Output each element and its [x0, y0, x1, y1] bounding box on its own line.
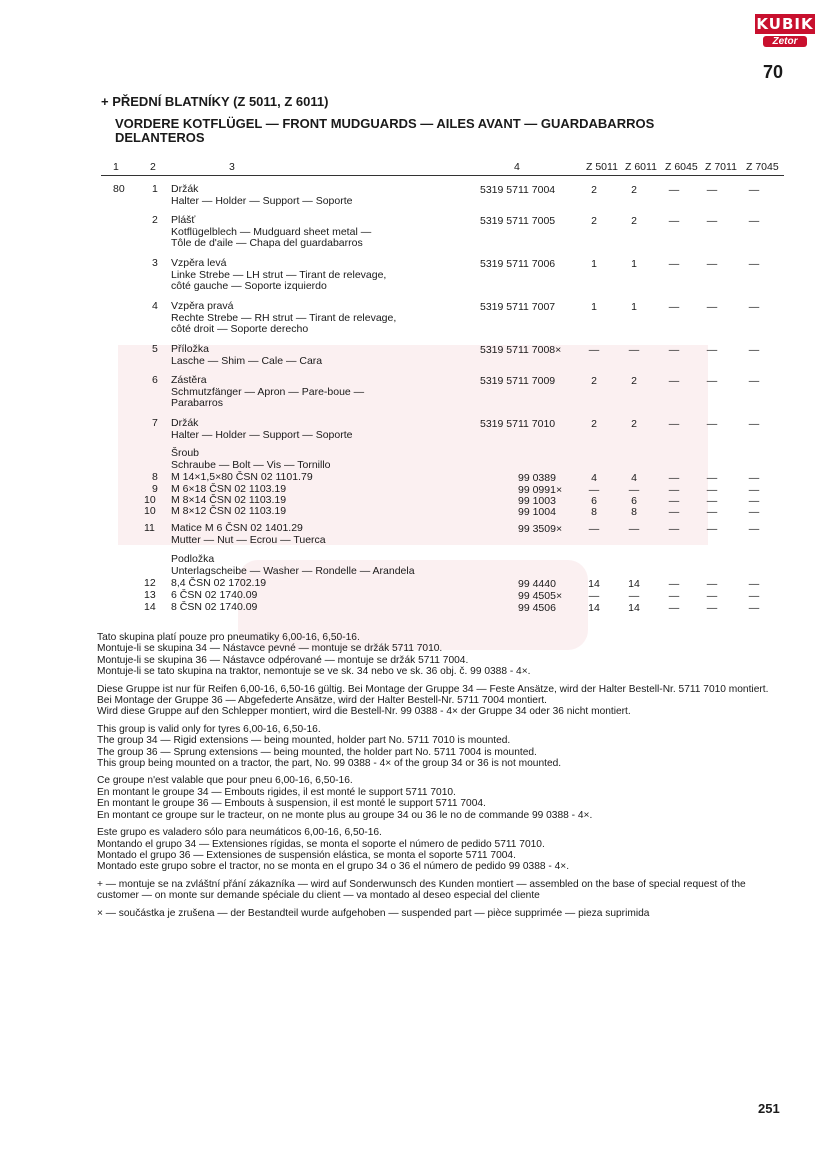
description-line: Halter — Holder — Support — Soporte — [171, 428, 353, 441]
page-subtitle: VORDERE KOTFLÜGEL — FRONT MUDGUARDS — AILES AVANT — GUARDABARROS DELANTEROS — [115, 116, 655, 145]
note-paragraph — [97, 775, 787, 821]
description-line: Zástěra — [171, 374, 207, 386]
quantity-cell: — — [748, 495, 760, 507]
quantity-cell: 2 — [631, 215, 637, 227]
quantity-cell: 1 — [631, 301, 637, 313]
quantity-cell: — — [706, 590, 718, 602]
quantity-cell: — — [748, 258, 760, 270]
quantity-cell: — — [748, 602, 760, 614]
note-line: × — součástka je zrušena — der Bestandteil wurde aufgehoben — suspended part — pièce supprimée — pieza suprimida — [97, 907, 650, 919]
notes-section — [97, 632, 787, 925]
quantity-cell: 8 — [631, 506, 637, 518]
quantity-cell: — — [628, 590, 640, 602]
quantity-cell: 14 — [628, 578, 640, 590]
quantity-cell: — — [706, 258, 718, 270]
position-number: 4 — [152, 300, 158, 312]
quantity-cell: — — [668, 495, 680, 507]
description-line: M 14×1,5×80 ČSN 02 1101.79 — [171, 471, 313, 483]
description-line: Vzpěra pravá — [171, 300, 234, 312]
quantity-cell: — — [748, 375, 760, 387]
quantity-cell: 14 — [628, 602, 640, 614]
note-paragraph — [97, 632, 787, 678]
description-line: Tôle de d'aile — Chapa del guardabarros — [171, 237, 363, 249]
quantity-cell: — — [668, 472, 680, 484]
note-line: Diese Gruppe ist nur für Reifen 6,00-16, 6,50-16 gültig. Bei Montage der Gruppe 34 — Feste Ansätze, wird der Halter Bestell-Nr. 5711 7010 montiert. — [97, 683, 769, 695]
quantity-cell: — — [706, 184, 718, 196]
note-line: Montado el grupo 36 — Extensiones de suspensión elástica, se monta el soporte 5711 7004. — [97, 849, 516, 861]
description-line: Matice M 6 ČSN 02 1401.29 — [171, 522, 303, 534]
quantity-cell: 2 — [631, 375, 637, 387]
quantity-cell: 1 — [591, 258, 597, 270]
description-line: Linke Strebe — LH strut — Tirant de relevage, — [171, 268, 387, 281]
quantity-cell: 8 — [591, 506, 597, 518]
quantity-cell: — — [668, 578, 680, 590]
quantity-cell: — — [628, 484, 640, 496]
note-line: En montant le groupe 36 — Embouts à suspension, il est monté le support 5711 7004. — [97, 798, 486, 810]
note-line: En montant le groupe 34 — Embouts rigides, il est monté le support 5711 7010. — [97, 786, 456, 798]
quantity-cell: — — [588, 484, 600, 496]
description-line: Šroub — [171, 447, 200, 459]
quantity-cell: 14 — [588, 602, 600, 614]
quantity-cell: — — [748, 215, 760, 227]
quantity-cell: 14 — [588, 578, 600, 590]
description-line: 6 ČSN 02 1740.09 — [171, 589, 258, 601]
note-line: Tato skupina platí pouze pro pneumatiky 6,00-16, 6,50-16. — [97, 632, 360, 643]
note-paragraph — [97, 724, 787, 770]
note-line: Este grupo es valadero sólo para neumáticos 6,00-16, 6,50-16. — [97, 827, 382, 839]
quantity-cell: — — [588, 344, 600, 356]
description-line: Podložka — [171, 553, 215, 565]
part-number: 99 0991× — [518, 484, 563, 496]
description-line: M 8×14 ČSN 02 1103.19 — [171, 494, 287, 506]
position-number: 10 — [144, 494, 156, 506]
note-line: The group 36 — Sprung extensions — being mounted, the holder part No. 5711 7004 is mounted. — [97, 746, 537, 758]
description-line: Držák — [171, 417, 199, 429]
part-number: 5319 5711 7004 — [480, 184, 556, 196]
note-line: Wird diese Gruppe auf den Schlepper montiert, wird die Bestell-Nr. 99 0388 - 4× der Gruppe 34 oder 36 nicht montiert. — [97, 706, 631, 718]
quantity-cell: — — [706, 484, 718, 496]
quantity-cell: — — [668, 301, 680, 313]
note-paragraph — [97, 684, 787, 718]
position-number: 3 — [152, 257, 158, 269]
quantity-cell: 2 — [591, 418, 597, 430]
logo-sub: Zetor — [763, 36, 807, 47]
quantity-cell: — — [668, 184, 680, 196]
quantity-cell: 6 — [591, 495, 597, 507]
col-header: 1 — [113, 161, 119, 173]
col-header: Z 6011 — [625, 161, 657, 173]
quantity-cell: — — [706, 578, 718, 590]
position-number: 14 — [144, 601, 156, 613]
quantity-cell: — — [748, 523, 760, 535]
part-number: 5319 5711 7005 — [480, 215, 556, 227]
quantity-cell: 2 — [631, 184, 637, 196]
part-number: 99 4505× — [518, 590, 563, 602]
header-divider — [101, 175, 784, 176]
col-header: Z 7011 — [705, 161, 737, 173]
quantity-cell: — — [748, 590, 760, 602]
logo-brand: KUBIK — [756, 15, 814, 33]
page-title: + PŘEDNÍ BLATNÍKY (Z 5011, Z 6011) — [101, 94, 329, 109]
part-number: 5319 5711 7007 — [480, 301, 556, 313]
page-number: 251 — [758, 1101, 780, 1116]
quantity-cell: — — [668, 375, 680, 387]
part-number: 5319 5711 7008× — [480, 344, 562, 356]
quantity-cell: — — [706, 472, 718, 484]
description-line: M 8×12 ČSN 02 1103.19 — [171, 505, 287, 517]
col-header: Z 6045 — [665, 161, 698, 173]
col-header: 3 — [229, 161, 235, 173]
quantity-cell: 2 — [591, 184, 597, 196]
quantity-cell: — — [668, 506, 680, 518]
description-line: côté droit — Soporte derecho — [171, 323, 309, 335]
quantity-cell: — — [668, 523, 680, 535]
position-number: 6 — [152, 374, 158, 386]
part-number: 5319 5711 7006 — [480, 258, 556, 270]
position-number: 5 — [152, 343, 158, 355]
position-number: 1 — [152, 183, 158, 195]
quantity-cell: 6 — [631, 495, 637, 507]
description-line: Rechte Strebe — RH strut — Tirant de relevage, — [171, 311, 397, 324]
description-line: Držák — [171, 183, 199, 195]
quantity-cell: — — [706, 418, 718, 430]
quantity-cell: — — [706, 301, 718, 313]
quantity-cell: — — [668, 215, 680, 227]
quantity-cell: — — [628, 523, 640, 535]
description-line: Schmutzfänger — Apron — Pare-boue — — [171, 385, 365, 398]
note-line: The group 34 — Rigid extensions — being mounted, holder part No. 5711 7010 is mounted. — [97, 735, 511, 747]
note-line: This group being mounted on a tractor, the part, No. 99 0388 - 4× of the group 34 or 36 is not mounted. — [97, 758, 562, 770]
quantity-cell: — — [668, 484, 680, 496]
note-line: Montado este grupo sobre el tractor, no se monta en el grupo 34 o 36 el número de pedido 99 0388 - 4×. — [97, 861, 570, 873]
quantity-cell: — — [588, 523, 600, 535]
position-number: 7 — [152, 417, 158, 429]
description-line: Plášť — [171, 214, 196, 226]
description-line: Schraube — Bolt — Vis — Tornillo — [171, 458, 331, 471]
part-number: 99 4440 — [518, 578, 556, 590]
quantity-cell: — — [706, 215, 718, 227]
description-line: Parabarros — [171, 397, 223, 409]
position-number: 10 — [144, 505, 156, 517]
note-line: En montant ce groupe sur le tracteur, on ne monte plus au groupe 34 ou 36 le no de commande 99 0388 - 4×. — [97, 809, 593, 821]
col-header: Z 7045 — [746, 161, 779, 173]
description-line: 8,4 ČSN 02 1702.19 — [171, 577, 267, 589]
description-line: Příložka — [171, 343, 209, 355]
note-paragraph — [97, 908, 787, 919]
quantity-cell: — — [748, 418, 760, 430]
description-line: Halter — Holder — Support — Soporte — [171, 194, 353, 207]
note-line: Montando el grupo 34 — Extensiones rígidas, se monta el soporte el número de pedido 5711 7010. — [97, 838, 545, 850]
quantity-cell: 2 — [591, 375, 597, 387]
quantity-cell: — — [668, 602, 680, 614]
quantity-cell: — — [668, 344, 680, 356]
col-header: 4 — [514, 161, 520, 173]
description-line: côté gauche — Soporte izquierdo — [171, 280, 327, 292]
quantity-cell: — — [748, 301, 760, 313]
quantity-cell: — — [748, 506, 760, 518]
kubik-zetor-logo — [755, 14, 815, 47]
description-line: Mutter — Nut — Ecrou — Tuerca — [171, 533, 326, 546]
col-header: 2 — [150, 161, 156, 173]
part-number: 99 0389 — [518, 472, 556, 484]
quantity-cell: — — [668, 258, 680, 270]
quantity-cell: 4 — [591, 472, 597, 484]
position-number: 8 — [152, 471, 158, 483]
quantity-cell: — — [706, 344, 718, 356]
quantity-cell: 4 — [631, 472, 637, 484]
quantity-cell: 2 — [631, 418, 637, 430]
note-line: Montuje-li se skupina 34 — Nástavce pevné — montuje se držák 5711 7010. — [97, 643, 443, 655]
quantity-cell: — — [706, 495, 718, 507]
part-number: 5319 5711 7009 — [480, 375, 556, 387]
quantity-cell: — — [748, 472, 760, 484]
part-number: 99 1004 — [518, 506, 556, 518]
description-line: Kotflügelblech — Mudguard sheet metal — — [171, 225, 372, 238]
note-paragraph — [97, 879, 787, 902]
quantity-cell: 2 — [591, 215, 597, 227]
part-number: 5319 5711 7010 — [480, 418, 556, 430]
quantity-cell: — — [628, 344, 640, 356]
quantity-cell: — — [748, 344, 760, 356]
quantity-cell: — — [706, 523, 718, 535]
note-paragraph — [97, 827, 787, 873]
part-number: 99 4506 — [518, 602, 556, 614]
note-line: This group is valid only for tyres 6,00-16, 6,50-16. — [97, 723, 321, 735]
quantity-cell: — — [706, 506, 718, 518]
quantity-cell: — — [668, 418, 680, 430]
quantity-cell: — — [668, 590, 680, 602]
section-number: 70 — [763, 62, 784, 82]
part-number: 99 1003 — [518, 495, 556, 507]
note-line: Bei Montage der Gruppe 36 — Abgefederte Ansätze, wird der Halter Bestell-Nr. 5711 7004 montiert. — [97, 695, 548, 707]
col-header: Z 5011 — [586, 161, 618, 173]
note-line: + — montuje se na zvláštní přání zákazníka — wird auf Sonderwunsch des Kunden montiert — assembled on the base of special request of the customer — on monte sur demande spéciale du client — va montado al deseo especial del cliente — [97, 878, 746, 902]
note-line: Montuje-li se tato skupina na traktor, nemontuje se ve sk. 34 nebo ve sk. 36 obj. č. 99 0388 - 4×. — [97, 666, 531, 678]
description-line: Unterlagscheibe — Washer — Rondelle — Arandela — [171, 564, 415, 577]
quantity-cell: 1 — [591, 301, 597, 313]
position-number: 13 — [144, 589, 156, 601]
part-number: 99 3509× — [518, 523, 563, 535]
note-line: Montuje-li se skupina 36 — Nástavce odpérované — montuje se držák 5711 7004. — [97, 654, 469, 666]
quantity-cell: — — [706, 602, 718, 614]
quantity-cell: — — [588, 590, 600, 602]
quantity-cell: — — [706, 375, 718, 387]
position-number: 11 — [144, 522, 155, 534]
note-line: Ce groupe n'est valable que pour pneu 6,00-16, 6,50-16. — [97, 775, 353, 787]
group-number: 80 — [113, 183, 125, 195]
description-line: Vzpěra levá — [171, 257, 227, 269]
position-number: 12 — [144, 577, 156, 589]
description-line: 8 ČSN 02 1740.09 — [171, 601, 258, 613]
description-line: Lasche — Shim — Cale — Cara — [171, 354, 323, 367]
quantity-cell: — — [748, 184, 760, 196]
quantity-cell: 1 — [631, 258, 637, 270]
position-number: 2 — [152, 214, 158, 226]
quantity-cell: — — [748, 484, 760, 496]
quantity-cell: — — [748, 578, 760, 590]
description-line: M 6×18 ČSN 02 1103.19 — [171, 483, 287, 495]
position-number: 9 — [152, 483, 158, 495]
